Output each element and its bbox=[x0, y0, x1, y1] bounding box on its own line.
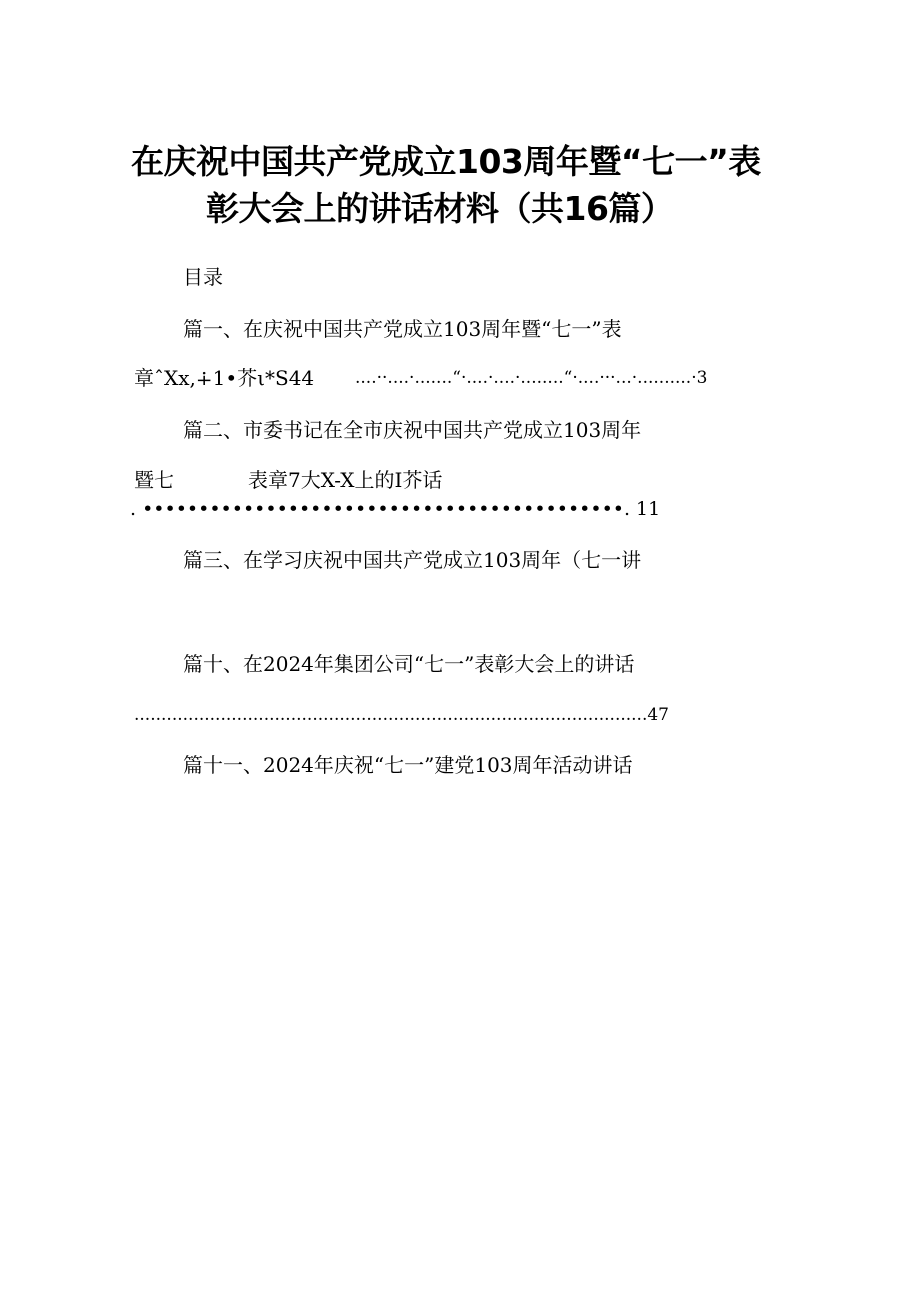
toc-heading: 目录 bbox=[183, 265, 223, 289]
document-title-line-1: 在庆祝中国共产党成立103周年暨“七一”表 bbox=[131, 142, 761, 181]
document-title-line-2: 彰大会上的讲话材料（共16篇） bbox=[206, 189, 674, 228]
toc-entry-2-line-2b: 表章7大X-X上的I芥话 bbox=[248, 468, 443, 492]
toc-entry-1-line-2: 章ˆXx,∔1•芥ι*S44 bbox=[134, 366, 315, 390]
toc-entry-10-leader-dots: ...............................................................................................47 bbox=[134, 705, 669, 725]
toc-entry-1-line-1: 篇一、在庆祝中国共产党成立103周年暨“七一”表 bbox=[183, 317, 622, 341]
toc-entry-2-line-2a: 暨七 bbox=[134, 468, 174, 492]
toc-entry-2-line-1: 篇二、市委书记在全市庆祝中国共产党成立103周年 bbox=[183, 418, 642, 442]
toc-entry-11-line-1: 篇十一、2024年庆祝“七一”建党103周年活动讲话 bbox=[183, 753, 633, 777]
toc-entry-10-line-1: 篇十、在2024年集团公司“七一”表彰大会上的讲话 bbox=[183, 652, 635, 676]
toc-entry-1-leader-dots: ....··....·.......“·....·....·........“·....···...·..........·3 bbox=[355, 368, 708, 388]
toc-entry-3-line-1: 篇三、在学习庆祝中国共产党成立103周年（七一讲 bbox=[183, 548, 642, 572]
toc-entry-2-leader-dots: . •••••••••••••••••••••••••••••••••••••••••••. 11 bbox=[130, 498, 661, 520]
